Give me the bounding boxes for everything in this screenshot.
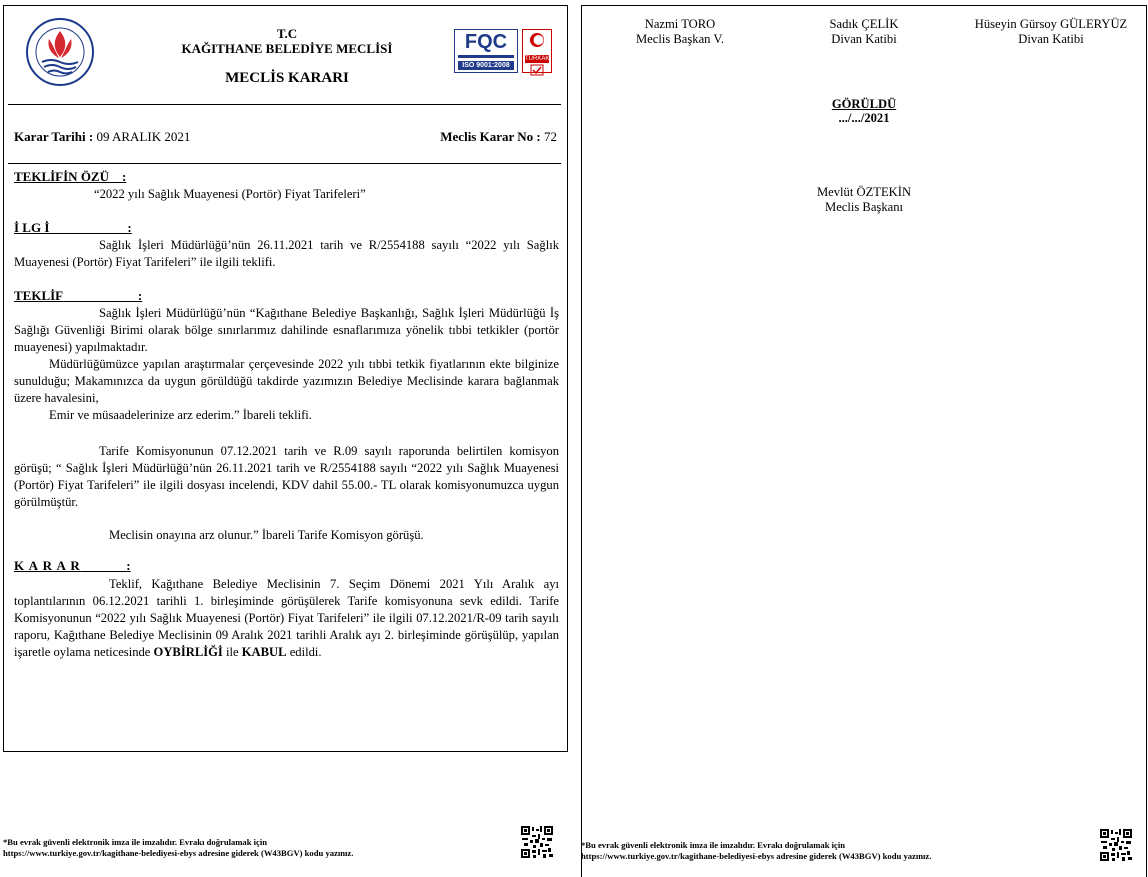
president-title: Meclis Başkanı — [825, 200, 903, 214]
turkak-label: TÜRKAK — [525, 56, 550, 62]
signer-name: Nazmi TORO — [644, 17, 716, 31]
section-decision-heading: K A R A R : — [14, 558, 131, 573]
president-name: Mevlüt ÖZTEKİN — [816, 185, 912, 199]
section-proposal-label: TEKLİF — [14, 288, 64, 303]
decision-number-label: Meclis Karar No : — [440, 129, 541, 144]
decision-date-label: Karar Tarihi : — [14, 129, 94, 144]
section-summary-label: TEKLİFİN ÖZÜ — [14, 169, 109, 184]
unanimous-label: OYBİRLİĞİ — [153, 645, 223, 659]
fqc-label: FQC — [464, 31, 508, 53]
decision-date-value: 09 ARALIK 2021 — [96, 129, 191, 144]
seen-stamp — [582, 97, 1146, 125]
proposal-paragraph-3: Emir ve müsaadelerinize arz ederim.” İbareli teklifi. — [49, 408, 312, 422]
decision-title: MECLİS KARARI — [225, 70, 349, 86]
check-icon — [523, 64, 551, 76]
section-decision-label: K A R A R — [14, 558, 81, 573]
signer-name: Hüseyin Gürsoy GÜLERYÜZ — [974, 17, 1128, 31]
decision-number-value: 72 — [544, 129, 557, 144]
decision-page — [3, 5, 568, 752]
signature-notice-2: *Bu evrak güvenli elektronik imza ile imzalıdır. Evrakı doğrulamak için https://www.turkiye.gov.tr/kagithane-belediyesi-ebys adresine giderek (W43BGV) kodu yazınız. — [581, 840, 932, 861]
president-signature — [746, 185, 982, 215]
summary-text: “2022 yılı Sağlık Muayenesi (Portör) Fiyat Tarifeleri” — [94, 187, 366, 201]
signer-title: Divan Katibi — [1018, 32, 1084, 46]
section-reference-heading: İ LG İ : — [14, 220, 132, 235]
decision-date — [14, 129, 190, 145]
qr-code-icon[interactable] — [1100, 829, 1132, 861]
signer-title: Meclis Başkan V. — [635, 32, 725, 46]
header-tc: T.C — [276, 26, 298, 41]
section-proposal-heading: TEKLİF : — [14, 288, 143, 303]
signer-name: Sadık ÇELİK — [829, 17, 899, 31]
seen-date: .../.../2021 — [838, 111, 890, 125]
qr-code-icon[interactable] — [521, 826, 553, 858]
proposal-paragraph-2: Müdürlüğümüzce yapılan araştırmalar çerçevesinde 2022 yılı tıbbi tetkik fiyatlarının ekte bilginize sunulduğu; Makamınızca da uygun görüldüğü takdirde yazımızın Belediye Meclisinde karara bağlanmak üzere havalesini, — [14, 357, 559, 405]
section-summary-heading: TEKLİFİN ÖZÜ : — [14, 169, 127, 184]
seen-label: GÖRÜLDÜ — [831, 97, 897, 111]
accepted-label: KABUL — [241, 645, 287, 659]
proposal-text — [14, 305, 559, 424]
council-name: KAĞITHANE BELEDİYE MECLİSİ — [181, 41, 393, 56]
signer-title: Divan Katibi — [831, 32, 897, 46]
signature-block — [958, 17, 1144, 47]
iso-label: ISO 9001:2008 — [458, 61, 514, 70]
municipality-logo — [25, 17, 95, 87]
header-divider — [8, 104, 561, 105]
decision-text: Teklif, Kağıthane Belediye Meclisinin 7. Seçim Dönemi 2021 Yılı Aralık ayı toplantılarının 06.12.2021 tarihli 1. birleşiminde görüşülerek Tarife komisyonuna sevk edildi. Tarife Komisyonunun “2022 yılı Sağlık Muayenesi (Portör) Fiyat Tarifeleri” ile ilgili 07.12.2021/R-09 tarih sayılı raporu, Kağıthane Belediye Meclisinin 09 Aralık 2021 tarihli Aralık ayı 2. birleşiminde görüşülüp, yapılan işaretle oylama neticesinde OYBİRLİĞİ ile KABUL edildi. — [14, 577, 559, 659]
fqc-certificate-logo — [454, 29, 518, 73]
commission-opinion — [14, 443, 559, 511]
turkak-certificate-logo — [522, 29, 552, 73]
signature-block — [602, 17, 758, 47]
crescent-icon — [523, 30, 551, 50]
proposal-paragraph-1: Sağlık İşleri Müdürlüğü’nün “Kağıthane Belediye Başkanlığı, Sağlık İşleri Müdürlüğü İş Sağlığı Güvenliği Birimi olarak bölge sınırlarımız dahilinde esnaflarımıza yönelik tıbbi tetkikler (portör muayenesi) yapılmaktadır. — [14, 306, 559, 354]
signature-block — [786, 17, 942, 47]
section-reference-label: İ LG İ — [14, 220, 50, 235]
decision-number — [440, 129, 557, 145]
commission-closing — [14, 527, 559, 544]
meta-divider — [8, 163, 561, 164]
signature-notice-1: *Bu evrak güvenli elektronik imza ile imzalıdır. Evrakı doğrulamak için https://www.turkiye.gov.tr/kagithane-belediyesi-ebys adresine giderek (W43BGV) kodu yazınız. — [3, 837, 354, 858]
reference-text: Sağlık İşleri Müdürlüğü’nün 26.11.2021 tarih ve R/2554188 sayılı “2022 yılı Sağlık Muayenesi (Portör) Fiyat Tarifeleri” ile ilgili teklifi. — [14, 238, 559, 269]
signature-page — [581, 5, 1147, 877]
commission-paragraph-1: Tarife Komisyonunun 07.12.2021 tarih ve R.09 sayılı raporunda belirtilen komisyon görüşü; “ Sağlık İşleri Müdürlüğü’nün 26.11.2021 tarih ve R/2554188 sayılı “2022 yılı Sağlık Muayenesi (Portör) Fiyat Tarifeleri” ile ilgili dosyası incelendi, KDV dahil 55.00.- TL olarak komisyonumuzca uygun görülmüştür. — [14, 444, 559, 509]
commission-paragraph-2: Meclisin onayına arz olunur.” İbareli Tarife Komisyon görüşü. — [109, 528, 424, 542]
